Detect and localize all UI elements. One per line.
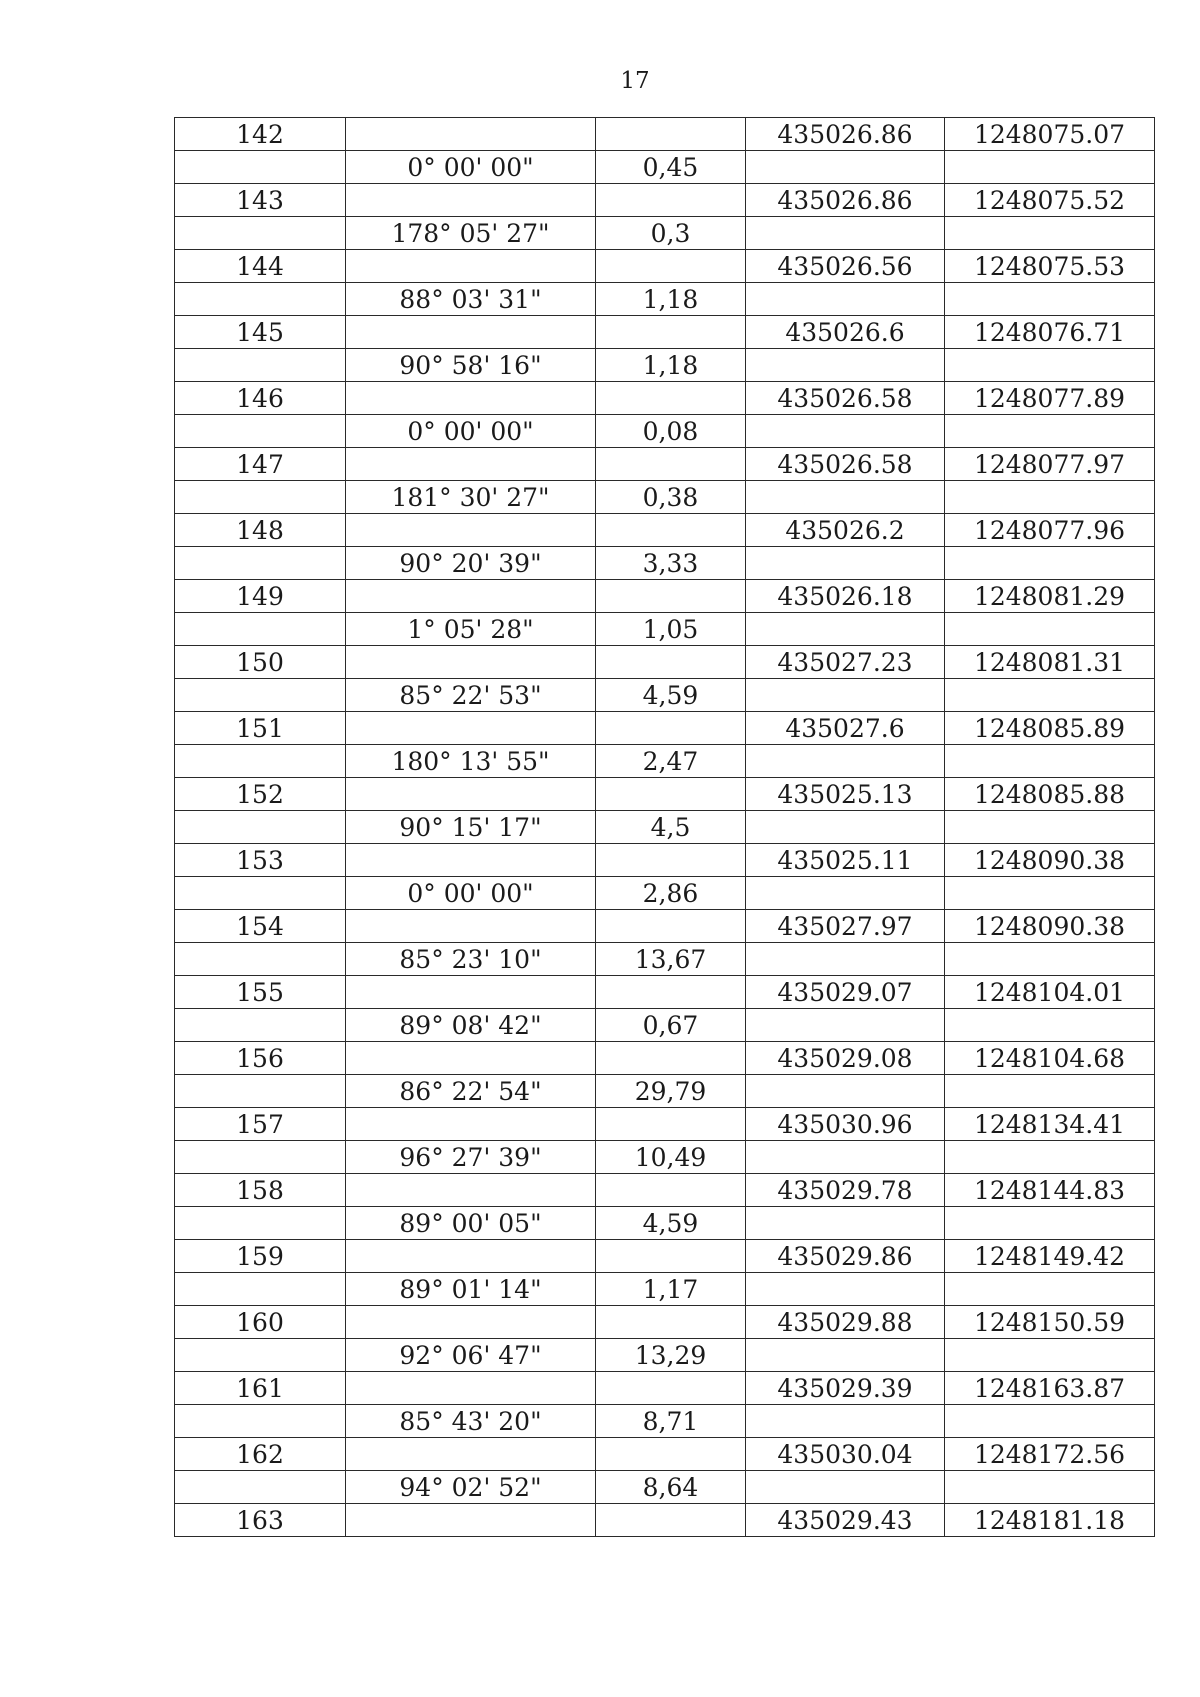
point-row bbox=[175, 844, 1155, 877]
distance-cell bbox=[596, 382, 746, 415]
point-number-cell: 149 bbox=[175, 580, 346, 613]
distance-cell: 10,49 bbox=[596, 1141, 746, 1174]
distance-cell bbox=[596, 118, 746, 151]
segment-row bbox=[175, 613, 1155, 646]
x-coordinate-cell bbox=[746, 1075, 945, 1108]
distance-cell: 2,47 bbox=[596, 745, 746, 778]
direction-angle-cell bbox=[346, 1174, 596, 1207]
y-coordinate-cell bbox=[945, 811, 1155, 844]
x-coordinate-cell: 435026.58 bbox=[746, 448, 945, 481]
y-coordinate-cell: 1248163.87 bbox=[945, 1372, 1155, 1405]
y-coordinate-cell bbox=[945, 943, 1155, 976]
point-number-cell: 156 bbox=[175, 1042, 346, 1075]
x-coordinate-cell bbox=[746, 547, 945, 580]
direction-angle-cell bbox=[346, 1372, 596, 1405]
segment-row bbox=[175, 745, 1155, 778]
point-number-cell: 163 bbox=[175, 1504, 346, 1537]
y-coordinate-cell: 1248076.71 bbox=[945, 316, 1155, 349]
distance-cell bbox=[596, 1306, 746, 1339]
segment-row bbox=[175, 547, 1155, 580]
point-number-cell bbox=[175, 1405, 346, 1438]
distance-cell: 4,59 bbox=[596, 1207, 746, 1240]
segment-row bbox=[175, 217, 1155, 250]
y-coordinate-cell bbox=[945, 877, 1155, 910]
direction-angle-cell: 85° 22' 53" bbox=[346, 679, 596, 712]
point-number-cell: 143 bbox=[175, 184, 346, 217]
point-row bbox=[175, 1108, 1155, 1141]
direction-angle-cell: 88° 03' 31" bbox=[346, 283, 596, 316]
y-coordinate-cell: 1248144.83 bbox=[945, 1174, 1155, 1207]
distance-cell bbox=[596, 316, 746, 349]
y-coordinate-cell bbox=[945, 1141, 1155, 1174]
x-coordinate-cell: 435025.13 bbox=[746, 778, 945, 811]
y-coordinate-cell bbox=[945, 1273, 1155, 1306]
point-number-cell: 150 bbox=[175, 646, 346, 679]
distance-cell bbox=[596, 1108, 746, 1141]
x-coordinate-cell bbox=[746, 1009, 945, 1042]
x-coordinate-cell bbox=[746, 1471, 945, 1504]
point-number-cell: 161 bbox=[175, 1372, 346, 1405]
direction-angle-cell bbox=[346, 382, 596, 415]
segment-row bbox=[175, 1009, 1155, 1042]
x-coordinate-cell bbox=[746, 1405, 945, 1438]
distance-cell: 1,18 bbox=[596, 349, 746, 382]
direction-angle-cell bbox=[346, 910, 596, 943]
direction-angle-cell: 1° 05' 28" bbox=[346, 613, 596, 646]
point-row bbox=[175, 118, 1155, 151]
segment-row bbox=[175, 943, 1155, 976]
x-coordinate-cell bbox=[746, 415, 945, 448]
segment-row bbox=[175, 679, 1155, 712]
y-coordinate-cell: 1248075.07 bbox=[945, 118, 1155, 151]
point-row bbox=[175, 646, 1155, 679]
x-coordinate-cell bbox=[746, 481, 945, 514]
direction-angle-cell: 180° 13' 55" bbox=[346, 745, 596, 778]
point-number-cell: 146 bbox=[175, 382, 346, 415]
distance-cell bbox=[596, 910, 746, 943]
direction-angle-cell bbox=[346, 1042, 596, 1075]
point-number-cell: 160 bbox=[175, 1306, 346, 1339]
direction-angle-cell bbox=[346, 778, 596, 811]
x-coordinate-cell: 435029.39 bbox=[746, 1372, 945, 1405]
y-coordinate-cell: 1248104.01 bbox=[945, 976, 1155, 1009]
point-number-cell bbox=[175, 679, 346, 712]
point-number-cell: 147 bbox=[175, 448, 346, 481]
x-coordinate-cell: 435030.96 bbox=[746, 1108, 945, 1141]
x-coordinate-cell: 435025.11 bbox=[746, 844, 945, 877]
point-row bbox=[175, 1042, 1155, 1075]
point-number-cell bbox=[175, 1273, 346, 1306]
direction-angle-cell: 94° 02' 52" bbox=[346, 1471, 596, 1504]
direction-angle-cell: 92° 06' 47" bbox=[346, 1339, 596, 1372]
direction-angle-cell bbox=[346, 1438, 596, 1471]
y-coordinate-cell bbox=[945, 349, 1155, 382]
distance-cell: 0,08 bbox=[596, 415, 746, 448]
y-coordinate-cell: 1248075.52 bbox=[945, 184, 1155, 217]
distance-cell: 1,17 bbox=[596, 1273, 746, 1306]
distance-cell: 2,86 bbox=[596, 877, 746, 910]
direction-angle-cell bbox=[346, 712, 596, 745]
x-coordinate-cell bbox=[746, 151, 945, 184]
direction-angle-cell bbox=[346, 580, 596, 613]
distance-cell: 4,5 bbox=[596, 811, 746, 844]
point-number-cell bbox=[175, 547, 346, 580]
point-number-cell: 152 bbox=[175, 778, 346, 811]
point-row bbox=[175, 448, 1155, 481]
segment-row bbox=[175, 283, 1155, 316]
x-coordinate-cell: 435026.18 bbox=[746, 580, 945, 613]
x-coordinate-cell: 435029.88 bbox=[746, 1306, 945, 1339]
segment-row bbox=[175, 1471, 1155, 1504]
point-number-cell: 159 bbox=[175, 1240, 346, 1273]
point-number-cell: 148 bbox=[175, 514, 346, 547]
x-coordinate-cell bbox=[746, 349, 945, 382]
point-number-cell bbox=[175, 349, 346, 382]
point-number-cell bbox=[175, 877, 346, 910]
y-coordinate-cell bbox=[945, 415, 1155, 448]
point-number-cell bbox=[175, 1009, 346, 1042]
point-row bbox=[175, 1438, 1155, 1471]
direction-angle-cell bbox=[346, 1108, 596, 1141]
point-row bbox=[175, 712, 1155, 745]
direction-angle-cell: 85° 43' 20" bbox=[346, 1405, 596, 1438]
point-number-cell bbox=[175, 745, 346, 778]
direction-angle-cell: 89° 08' 42" bbox=[346, 1009, 596, 1042]
coordinates-table bbox=[174, 117, 1155, 1537]
y-coordinate-cell bbox=[945, 481, 1155, 514]
distance-cell bbox=[596, 580, 746, 613]
point-row bbox=[175, 514, 1155, 547]
x-coordinate-cell bbox=[746, 877, 945, 910]
distance-cell bbox=[596, 712, 746, 745]
point-number-cell: 158 bbox=[175, 1174, 346, 1207]
y-coordinate-cell bbox=[945, 547, 1155, 580]
y-coordinate-cell bbox=[945, 745, 1155, 778]
segment-row bbox=[175, 1207, 1155, 1240]
point-row bbox=[175, 1504, 1155, 1537]
x-coordinate-cell bbox=[746, 745, 945, 778]
y-coordinate-cell bbox=[945, 1339, 1155, 1372]
x-coordinate-cell: 435026.2 bbox=[746, 514, 945, 547]
y-coordinate-cell: 1248085.88 bbox=[945, 778, 1155, 811]
direction-angle-cell: 90° 15' 17" bbox=[346, 811, 596, 844]
point-row bbox=[175, 1174, 1155, 1207]
direction-angle-cell bbox=[346, 844, 596, 877]
segment-row bbox=[175, 151, 1155, 184]
x-coordinate-cell: 435029.78 bbox=[746, 1174, 945, 1207]
x-coordinate-cell: 435027.6 bbox=[746, 712, 945, 745]
x-coordinate-cell: 435026.56 bbox=[746, 250, 945, 283]
point-row bbox=[175, 316, 1155, 349]
segment-row bbox=[175, 1339, 1155, 1372]
y-coordinate-cell bbox=[945, 1405, 1155, 1438]
y-coordinate-cell bbox=[945, 1075, 1155, 1108]
direction-angle-cell: 181° 30' 27" bbox=[346, 481, 596, 514]
y-coordinate-cell: 1248081.31 bbox=[945, 646, 1155, 679]
distance-cell bbox=[596, 448, 746, 481]
distance-cell: 0,67 bbox=[596, 1009, 746, 1042]
point-number-cell bbox=[175, 151, 346, 184]
direction-angle-cell: 96° 27' 39" bbox=[346, 1141, 596, 1174]
distance-cell bbox=[596, 646, 746, 679]
x-coordinate-cell: 435026.6 bbox=[746, 316, 945, 349]
direction-angle-cell: 85° 23' 10" bbox=[346, 943, 596, 976]
direction-angle-cell: 89° 00' 05" bbox=[346, 1207, 596, 1240]
y-coordinate-cell: 1248081.29 bbox=[945, 580, 1155, 613]
segment-row bbox=[175, 1273, 1155, 1306]
direction-angle-cell: 0° 00' 00" bbox=[346, 151, 596, 184]
distance-cell: 0,38 bbox=[596, 481, 746, 514]
distance-cell bbox=[596, 844, 746, 877]
direction-angle-cell bbox=[346, 514, 596, 547]
y-coordinate-cell bbox=[945, 679, 1155, 712]
y-coordinate-cell: 1248085.89 bbox=[945, 712, 1155, 745]
x-coordinate-cell bbox=[746, 613, 945, 646]
x-coordinate-cell: 435027.23 bbox=[746, 646, 945, 679]
distance-cell bbox=[596, 1240, 746, 1273]
y-coordinate-cell bbox=[945, 613, 1155, 646]
x-coordinate-cell: 435029.86 bbox=[746, 1240, 945, 1273]
y-coordinate-cell bbox=[945, 283, 1155, 316]
segment-row bbox=[175, 481, 1155, 514]
direction-angle-cell bbox=[346, 184, 596, 217]
segment-row bbox=[175, 349, 1155, 382]
point-number-cell bbox=[175, 613, 346, 646]
distance-cell bbox=[596, 514, 746, 547]
y-coordinate-cell: 1248172.56 bbox=[945, 1438, 1155, 1471]
y-coordinate-cell bbox=[945, 151, 1155, 184]
distance-cell: 13,29 bbox=[596, 1339, 746, 1372]
direction-angle-cell bbox=[346, 976, 596, 1009]
distance-cell: 8,64 bbox=[596, 1471, 746, 1504]
point-number-cell: 142 bbox=[175, 118, 346, 151]
distance-cell bbox=[596, 976, 746, 1009]
distance-cell: 1,18 bbox=[596, 283, 746, 316]
point-row bbox=[175, 580, 1155, 613]
x-coordinate-cell bbox=[746, 1273, 945, 1306]
point-row bbox=[175, 778, 1155, 811]
point-number-cell: 157 bbox=[175, 1108, 346, 1141]
direction-angle-cell: 178° 05' 27" bbox=[346, 217, 596, 250]
y-coordinate-cell bbox=[945, 217, 1155, 250]
point-number-cell: 153 bbox=[175, 844, 346, 877]
point-row bbox=[175, 184, 1155, 217]
direction-angle-cell bbox=[346, 448, 596, 481]
direction-angle-cell bbox=[346, 1306, 596, 1339]
y-coordinate-cell: 1248134.41 bbox=[945, 1108, 1155, 1141]
distance-cell bbox=[596, 1174, 746, 1207]
distance-cell bbox=[596, 1438, 746, 1471]
point-number-cell: 154 bbox=[175, 910, 346, 943]
point-row bbox=[175, 1240, 1155, 1273]
distance-cell: 4,59 bbox=[596, 679, 746, 712]
point-row bbox=[175, 1306, 1155, 1339]
y-coordinate-cell: 1248077.96 bbox=[945, 514, 1155, 547]
y-coordinate-cell: 1248090.38 bbox=[945, 910, 1155, 943]
y-coordinate-cell: 1248149.42 bbox=[945, 1240, 1155, 1273]
x-coordinate-cell bbox=[746, 1339, 945, 1372]
x-coordinate-cell bbox=[746, 679, 945, 712]
direction-angle-cell bbox=[346, 1504, 596, 1537]
direction-angle-cell: 86° 22' 54" bbox=[346, 1075, 596, 1108]
segment-row bbox=[175, 1405, 1155, 1438]
point-number-cell bbox=[175, 811, 346, 844]
y-coordinate-cell bbox=[945, 1207, 1155, 1240]
point-row bbox=[175, 382, 1155, 415]
segment-row bbox=[175, 811, 1155, 844]
distance-cell bbox=[596, 1372, 746, 1405]
point-number-cell bbox=[175, 1339, 346, 1372]
direction-angle-cell bbox=[346, 118, 596, 151]
point-number-cell bbox=[175, 1075, 346, 1108]
point-row bbox=[175, 910, 1155, 943]
point-number-cell: 144 bbox=[175, 250, 346, 283]
point-number-cell bbox=[175, 283, 346, 316]
segment-row bbox=[175, 877, 1155, 910]
point-row bbox=[175, 976, 1155, 1009]
distance-cell: 8,71 bbox=[596, 1405, 746, 1438]
x-coordinate-cell bbox=[746, 943, 945, 976]
x-coordinate-cell bbox=[746, 811, 945, 844]
direction-angle-cell: 90° 20' 39" bbox=[346, 547, 596, 580]
point-number-cell: 151 bbox=[175, 712, 346, 745]
distance-cell: 0,45 bbox=[596, 151, 746, 184]
direction-angle-cell: 89° 01' 14" bbox=[346, 1273, 596, 1306]
y-coordinate-cell: 1248077.97 bbox=[945, 448, 1155, 481]
distance-cell: 1,05 bbox=[596, 613, 746, 646]
point-number-cell bbox=[175, 1141, 346, 1174]
point-row bbox=[175, 250, 1155, 283]
y-coordinate-cell bbox=[945, 1471, 1155, 1504]
distance-cell: 0,3 bbox=[596, 217, 746, 250]
direction-angle-cell bbox=[346, 250, 596, 283]
direction-angle-cell: 0° 00' 00" bbox=[346, 415, 596, 448]
y-coordinate-cell bbox=[945, 1009, 1155, 1042]
y-coordinate-cell: 1248077.89 bbox=[945, 382, 1155, 415]
y-coordinate-cell: 1248090.38 bbox=[945, 844, 1155, 877]
point-number-cell bbox=[175, 481, 346, 514]
page-number: 17 bbox=[620, 68, 650, 94]
x-coordinate-cell: 435029.08 bbox=[746, 1042, 945, 1075]
distance-cell bbox=[596, 250, 746, 283]
distance-cell: 29,79 bbox=[596, 1075, 746, 1108]
x-coordinate-cell: 435026.86 bbox=[746, 184, 945, 217]
distance-cell bbox=[596, 778, 746, 811]
distance-cell bbox=[596, 184, 746, 217]
x-coordinate-cell bbox=[746, 217, 945, 250]
point-row bbox=[175, 1372, 1155, 1405]
point-number-cell bbox=[175, 943, 346, 976]
point-number-cell bbox=[175, 217, 346, 250]
segment-row bbox=[175, 1141, 1155, 1174]
x-coordinate-cell: 435029.43 bbox=[746, 1504, 945, 1537]
distance-cell: 3,33 bbox=[596, 547, 746, 580]
coordinates-table-body bbox=[175, 118, 1155, 1537]
segment-row bbox=[175, 1075, 1155, 1108]
point-number-cell bbox=[175, 1471, 346, 1504]
distance-cell: 13,67 bbox=[596, 943, 746, 976]
point-number-cell: 162 bbox=[175, 1438, 346, 1471]
segment-row bbox=[175, 415, 1155, 448]
x-coordinate-cell: 435030.04 bbox=[746, 1438, 945, 1471]
direction-angle-cell bbox=[346, 316, 596, 349]
x-coordinate-cell: 435027.97 bbox=[746, 910, 945, 943]
y-coordinate-cell: 1248104.68 bbox=[945, 1042, 1155, 1075]
x-coordinate-cell bbox=[746, 1207, 945, 1240]
point-number-cell: 145 bbox=[175, 316, 346, 349]
y-coordinate-cell: 1248181.18 bbox=[945, 1504, 1155, 1537]
x-coordinate-cell: 435026.58 bbox=[746, 382, 945, 415]
x-coordinate-cell: 435026.86 bbox=[746, 118, 945, 151]
y-coordinate-cell: 1248150.59 bbox=[945, 1306, 1155, 1339]
direction-angle-cell bbox=[346, 1240, 596, 1273]
distance-cell bbox=[596, 1504, 746, 1537]
y-coordinate-cell: 1248075.53 bbox=[945, 250, 1155, 283]
x-coordinate-cell: 435029.07 bbox=[746, 976, 945, 1009]
point-number-cell: 155 bbox=[175, 976, 346, 1009]
direction-angle-cell: 0° 00' 00" bbox=[346, 877, 596, 910]
point-number-cell bbox=[175, 415, 346, 448]
distance-cell bbox=[596, 1042, 746, 1075]
direction-angle-cell bbox=[346, 646, 596, 679]
x-coordinate-cell bbox=[746, 1141, 945, 1174]
point-number-cell bbox=[175, 1207, 346, 1240]
direction-angle-cell: 90° 58' 16" bbox=[346, 349, 596, 382]
x-coordinate-cell bbox=[746, 283, 945, 316]
